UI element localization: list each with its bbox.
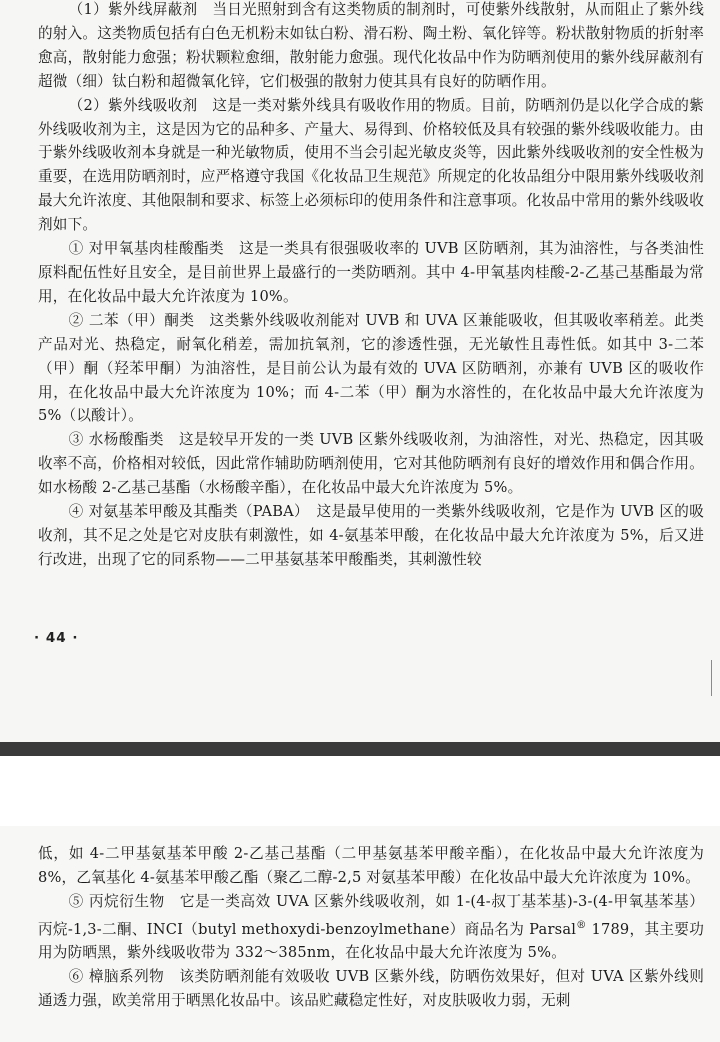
paragraph-benzophenones: ② 二苯（甲）酮类 这类紫外线吸收剂能对 UVB 和 UVA 区兼能吸收，但其吸收率稍差。此类产品对光、热稳定，耐氧化稍差，需加抗氧剂，它的渗透性强，无光敏性且毒性低。如其中 3-二苯（甲）酮（羟苯甲酮）为油溶性，是目前公认为最有效的 UVA 区防晒剂，亦兼有 UVB 区的吸收作用，在化妆品中最大允许浓度为 10%；而 4-二苯（甲）酮为水溶性的，在化妆品中最大允许浓度为 5%（以酸计）。 xyxy=(38,311,704,425)
paragraph-salicylates: ③ 水杨酸酯类 这是较早开发的一类 UVB 区紫外线吸收剂，为油溶性，对光、热稳定，因其吸收率不高，价格相对较低，因此常作辅助防晒剂使用，它对其他防晒剂有良好的增效作用和偶合作用。如水杨酸 2-乙基己基酯（水杨酸辛酯），在化妆品中最大允许浓度为 5%。 xyxy=(38,431,704,497)
page-44-body-text xyxy=(38,0,704,572)
page-gap xyxy=(0,756,720,826)
registered-mark: ® xyxy=(576,919,587,931)
page-fold-mark xyxy=(711,660,712,696)
paragraph-uv-absorbers: （2）紫外线吸收剂 这是一类对紫外线具有吸收作用的物质。目前，防晒剂仍是以化学合成的紫外线吸收剂为主，这是因为它的品种多、产量大、易得到、价格较低及具有较强的紫外线吸收能力。由于紫外线吸收剂本身就是一种光敏物质，使用不当会引起光敏皮炎等，因此紫外线吸收剂的安全性极为重要，在选用防晒剂时，应严格遵守我国《化妆品卫生规范》所规定的化妆品组分中限用紫外线吸收剂最大允许浓度、其他限制和要求、标签上必须标印的使用条件和注意事项。化妆品中常用的紫外线吸收剂如下。 xyxy=(38,96,704,234)
page-45-body-text xyxy=(38,842,704,1013)
paragraph-paba-continuation: 低，如 4-二甲基氨基苯甲酸 2-乙基己基酯（二甲基氨基苯甲酸辛酯），在化妆品中最大允许浓度为 8%，乙氧基化 4-氨基苯甲酸乙酯（聚乙二醇-2,5 对氨基苯甲酸）在化妆品中最大允许浓度为 10%。 xyxy=(38,845,704,886)
propane-text-part-2: 1789，其主要功用为防晒黑，紫外线吸收带为 332～385nm，在化妆品中最大允许浓度为 5%。 xyxy=(38,920,704,962)
propane-text-part-1: ⑤ 丙烷衍生物 它是一类高效 UVA 区紫外线吸收剂，如 1-(4-叔丁基苯基)-3-(4-甲氧基苯基）丙烷-1,3-二酮、INCI（butyl methoxydi-benzoylmethane）商品名为 Parsal xyxy=(38,892,704,938)
page-number: · 44 · xyxy=(34,630,79,646)
page-divider xyxy=(0,742,720,756)
paragraph-paba: ④ 对氨基苯甲酸及其酯类（PABA） 这是最早使用的一类紫外线吸收剂，它是作为 UVB 区的吸收剂，其不足之处是它对皮肤有刺激性，如 4-氨基苯甲酸，在化妆品中最大允许浓度为 5%，后又进行改进，出现了它的同系物——二甲基氨基苯甲酸酯类，其刺激性较 xyxy=(38,503,704,568)
paragraph-methoxycinnamates: ① 对甲氧基肉桂酸酯类 这是一类具有很强吸收率的 UVB 区防晒剂，其为油溶性，与各类油性原料配伍性好且安全，是目前世界上最盛行的一类防晒剂。其中 4-甲氧基肉桂酸-2-乙基己基酯最为常用，在化妆品中最大允许浓度为 10%。 xyxy=(38,240,704,305)
paragraph-camphor-derivatives: ⑥ 樟脑系列物 该类防晒剂能有效吸收 UVB 区紫外线，防晒伤效果好，但对 UVA 区紫外线则通透力强，欧美常用于晒黑化妆品中。该品贮藏稳定性好，对皮肤吸收力弱，无刺 xyxy=(38,968,704,1010)
book-page-45 xyxy=(0,826,720,1042)
paragraph-propane-derivatives xyxy=(38,890,704,966)
paragraph-uv-screening-agents: （1）紫外线屏蔽剂 当日光照射到含有这类物质的制剂时，可使紫外线散射，从而阻止了紫外线的射入。这类物质包括有白色无机粉末如钛白粉、滑石粉、陶土粉、氧化锌等。粉状散射物质的折射率愈高，散射能力愈强；粉状颗粒愈细，散射能力愈强。现代化妆品中作为防晒剂使用的紫外线屏蔽剂有超微（细）钛白粉和超微氧化锌，它们极强的散射力使其具有良好的防晒作用。 xyxy=(38,1,704,90)
